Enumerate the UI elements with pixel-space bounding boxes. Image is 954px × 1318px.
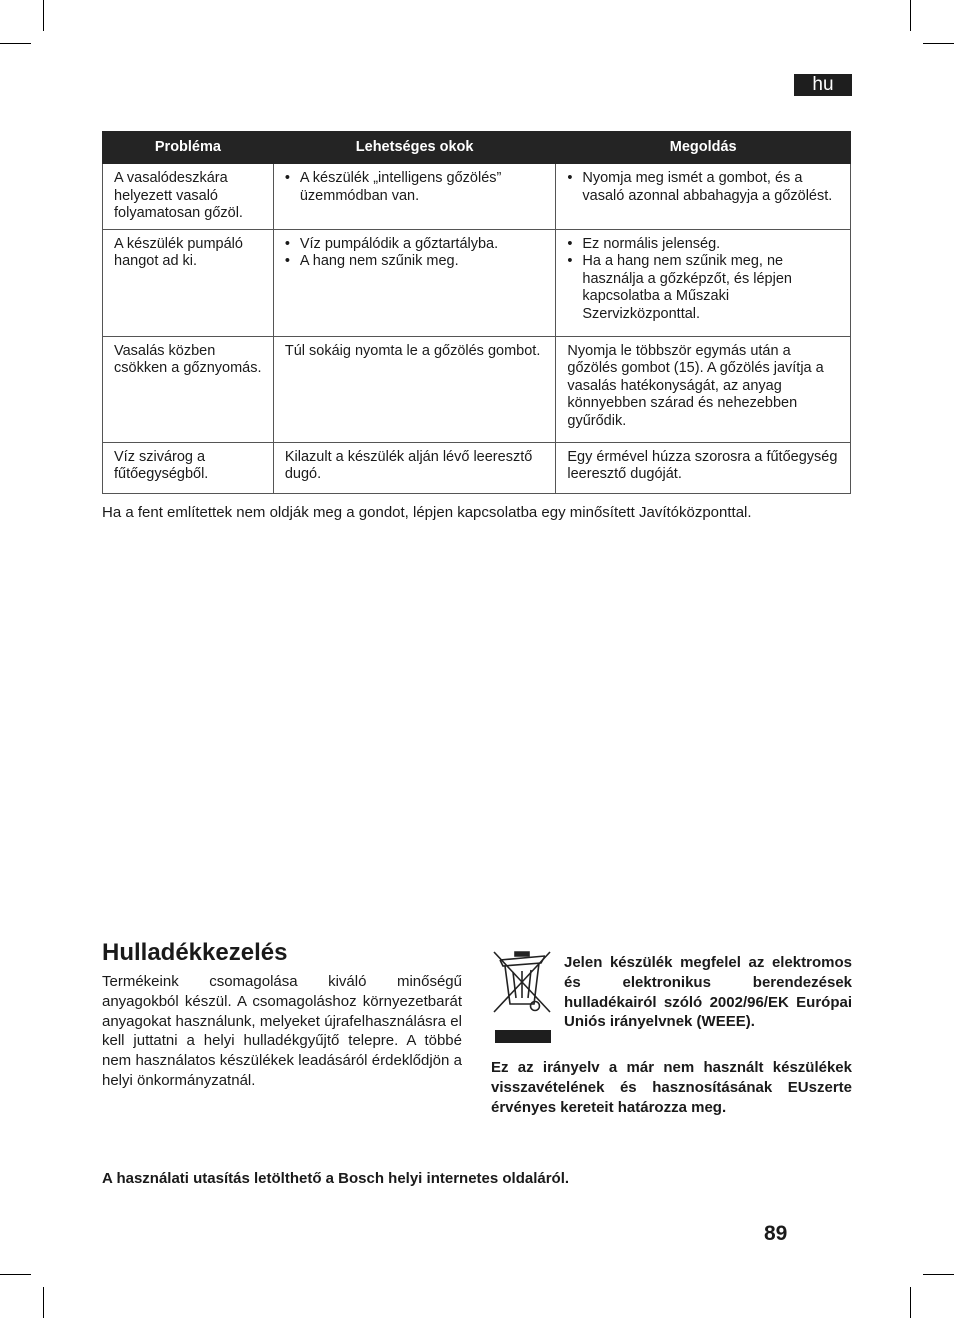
solutions-list [567,170,840,205]
page-number: 89 [764,1222,788,1245]
causes-list [285,170,546,205]
causes-cell [273,164,556,230]
problem-cell: Víz szivárog a fűtőegységből. [103,442,274,493]
crop-mark [910,0,911,31]
causes-cell: Kilazult a készülék alján lévő leeresztő dugó. [273,442,556,493]
list-item: • Nyomja meg ismét a gombot, és a vasaló azonnal abbahagyja a gőzölést. [567,170,840,205]
table-row [103,336,851,442]
crossed-out-wheelie-bin-icon [491,946,553,1046]
solution-cell: Egy érmével húzza szorosra a fűtőegység leeresztő dugóját. [556,442,851,493]
crop-mark [43,0,44,31]
crop-mark [0,43,31,44]
solution-cell [556,229,851,336]
list-item: • A készülék „intelligens gőzölés” üzemmódban van. [285,170,546,205]
problem-cell: A készülék pumpáló hangot ad ki. [103,229,274,336]
service-note: Ha a fent említettek nem oldják meg a gondot, lépjen kapcsolatba egy minősített Javítóközponttal. [102,504,752,521]
crop-mark [910,1287,911,1318]
weee-compliance-text: Jelen készülék megfelel az elektromos és elektronikus berendezések hulladékairól szóló 2002/96/EK Európai Uniós irányelvnek (WEEE). [564,954,852,1031]
crop-mark [43,1287,44,1318]
list-item: • Ha a hang nem szűnik meg, ne használja a gőzképzőt, és lépjen kapcsolatba a Műszaki Szervizközponttal. [567,253,840,323]
header-solution: Megoldás [556,132,851,164]
list-item: • A hang nem szűnik meg. [285,253,546,271]
solution-cell [556,164,851,230]
list-item: • Ez normális jelenség. [567,236,840,254]
causes-list [285,236,546,271]
header-problem: Probléma [103,132,274,164]
problem-cell: A vasalódeszkára helyezett vasaló folyamatosan gőzöl. [103,164,274,230]
table-row [103,229,851,336]
solutions-list [567,236,840,324]
disposal-text: Termékeink csomagolása kiváló minőségű anyagokból készül. A csomagoláshoz környezetbarát anyagokat használunk, melyeket újrafelhasználásra el kell juttatni a helyi hulladékgyűjtő telepre. A többé nem használatos készülékek leadásáról érdeklődjön a helyi önkormányzatnál. [102,973,462,1089]
crop-mark [923,1274,954,1275]
solution-cell: Nyomja le többször egymás után a gőzölés gombot (15). A gőzölés javítja a vasalás hatékonyságát, az anyag könnyebben szárad és nehezebben gyűrődik. [556,336,851,442]
causes-cell: Túl sokáig nyomta le a gőzölés gombot. [273,336,556,442]
table-row [103,164,851,230]
crop-mark [923,43,954,44]
causes-cell [273,229,556,336]
header-causes: Lehetséges okok [273,132,556,164]
list-item: • Víz pumpálódik a gőztartályba. [285,236,546,254]
problem-cell: Vasalás közben csökken a gőznyomás. [103,336,274,442]
weee-directive-text: Ez az irányelv a már nem használt készülékek visszavételének és hasznosításának EUszerte érvényes kereteit határozza meg. [491,1059,852,1116]
download-note: A használati utasítás letölthető a Bosch helyi internetes oldaláról. [102,1170,570,1187]
language-badge: hu [794,74,852,96]
table-row [103,442,851,493]
crop-mark [0,1274,31,1275]
troubleshooting-table [102,131,851,494]
table-header-row [103,132,851,164]
disposal-heading: Hulladékkezelés [102,939,288,966]
